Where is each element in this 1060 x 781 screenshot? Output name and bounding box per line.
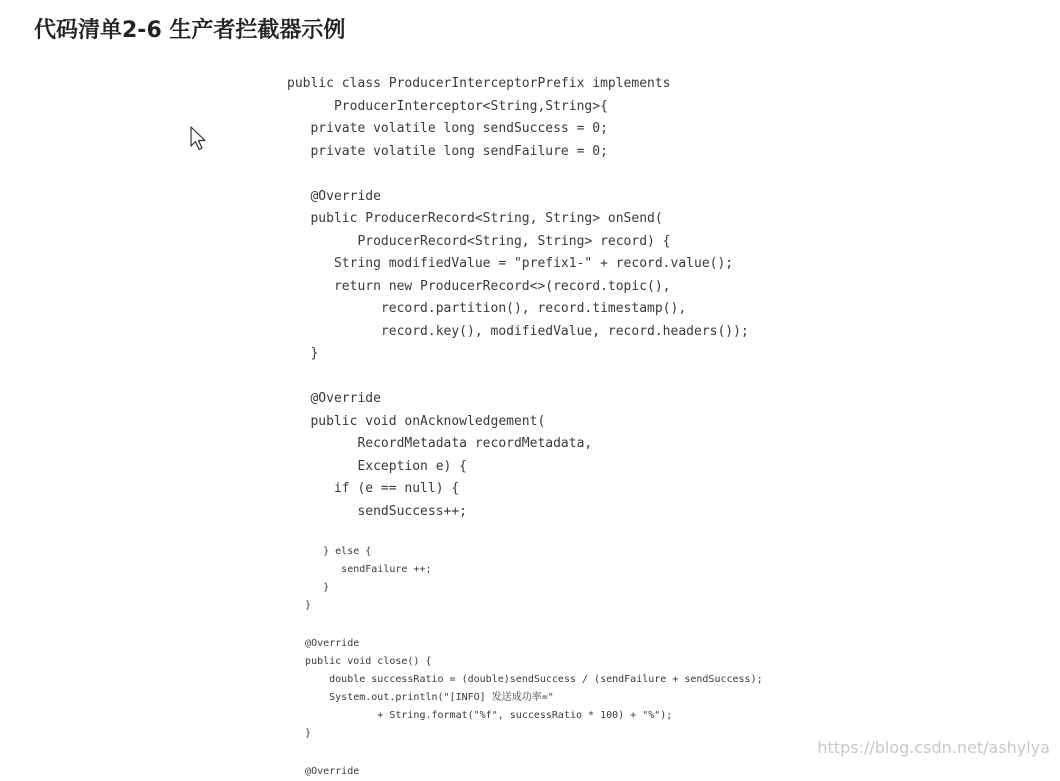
- code-line: public class ProducerInterceptorPrefix implements: [287, 76, 671, 91]
- code-line: [287, 366, 763, 389]
- arrow-cursor-icon: [190, 126, 208, 152]
- code-line: @Override: [287, 188, 381, 204]
- code-line: double successRatio = (double)sendSuccess / (sendFailure + sendSuccess);: [287, 674, 763, 685]
- code-line: }: [287, 600, 312, 611]
- code-line: public void onAcknowledgement(: [287, 413, 546, 429]
- code-line: private volatile long sendFailure = 0;: [287, 143, 608, 159]
- code-line: + String.format("%f", successRatio * 100) + "%");: [287, 710, 673, 721]
- code-line: [287, 743, 763, 763]
- watermark: https://blog.csdn.net/ashylya: [817, 738, 1050, 757]
- code-line: [287, 523, 763, 543]
- code-line: String modifiedValue = "prefix1-" + record.value();: [287, 256, 734, 271]
- code-line: sendFailure ++;: [287, 564, 432, 575]
- code-line: record.partition(), record.timestamp(),: [287, 301, 687, 316]
- code-line: public void close() {: [287, 656, 432, 667]
- code-line: @Override: [287, 638, 360, 649]
- code-line: [287, 163, 763, 186]
- code-line: Exception e) {: [287, 458, 468, 474]
- code-line: public ProducerRecord<String, String> onSend(: [287, 211, 663, 226]
- code-line: }: [287, 582, 330, 593]
- page-title: 代码清单2-6 生产者拦截器示例: [34, 18, 346, 43]
- code-line: ProducerRecord<String, String> record) {: [287, 233, 671, 249]
- code-line: record.key(), modifiedValue, record.headers());: [287, 323, 749, 339]
- code-line: @Override: [287, 391, 381, 406]
- code-line: System.out.println("[INFO] 发送成功率=": [287, 692, 554, 703]
- code-line: }: [287, 728, 312, 739]
- code-line: private volatile long sendSuccess = 0;: [287, 121, 608, 136]
- code-listing: [287, 73, 763, 781]
- code-line: @Override: [287, 766, 360, 777]
- code-line: ProducerInterceptor<String,String>{: [287, 98, 608, 114]
- code-line: } else {: [287, 546, 372, 557]
- code-line: return new ProducerRecord<>(record.topic(),: [287, 278, 671, 294]
- code-line: if (e == null) {: [287, 481, 460, 496]
- code-line: [287, 615, 763, 635]
- code-line: RecordMetadata recordMetadata,: [287, 436, 593, 451]
- code-line: }: [287, 346, 319, 361]
- code-line: sendSuccess++;: [287, 503, 468, 519]
